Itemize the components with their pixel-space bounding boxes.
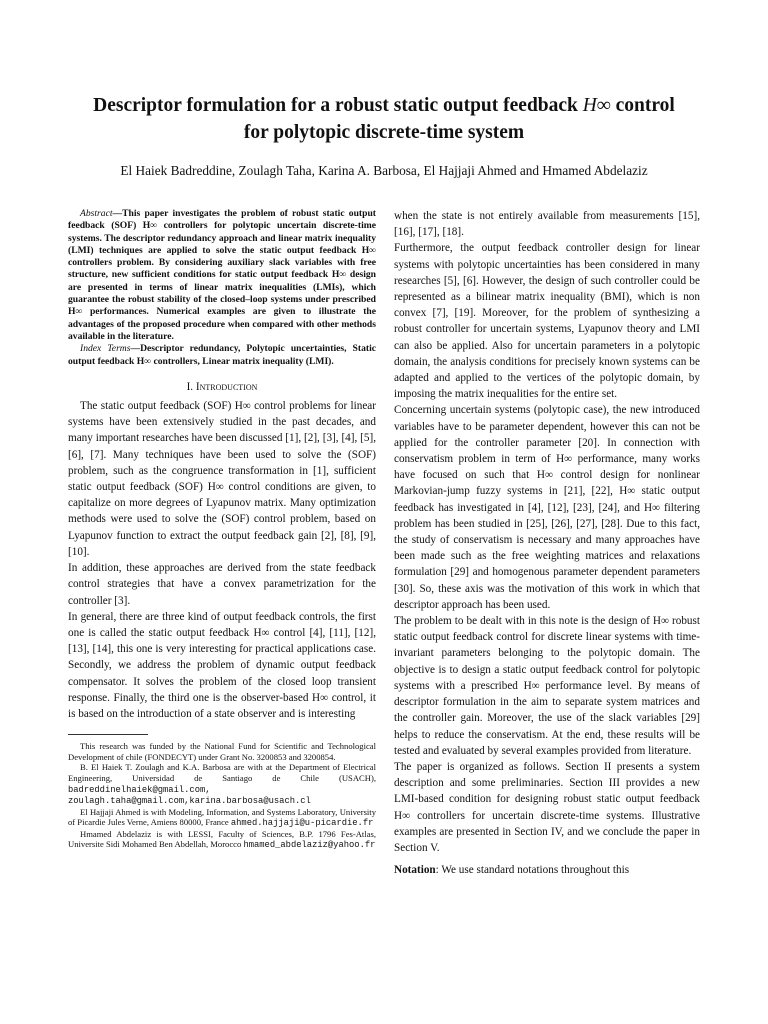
footnotes <box>68 741 376 851</box>
right-column <box>394 208 700 878</box>
notation-paragraph <box>394 862 700 878</box>
index-terms-label: Index Terms <box>80 343 131 355</box>
email-link-1[interactable]: badreddinelhaiek@gmail.com, <box>68 784 211 795</box>
affiliation-2-text: El Hajjaji Ahmed is with Modeling, Information, and Systems Laboratory, University of Picardie Jules Verne, Amiens 80000, France <box>68 806 376 828</box>
index-terms-dash: — <box>130 343 141 355</box>
right-paragraph-2: Furthermore, the output feedback controller design for linear systems with polytopic uncertainties has been considered in many researches [5], [6]. However, the design of such controller could be represented as a bilinear matrix inequality (BMI), which is non convex [7], [19]. Moreover, for the problem of synthesizing a robust controller for uncertain systems, Lyapunov theory and LMI can also be applied. Also for uncertain parameters in a polytopic domain, the analysis conditions for precisely known systems can be adapted and applied to the vertices of the polytopic domain, by imposing the matrix inequalities for the entire set. <box>394 242 700 401</box>
abstract-text: This paper investigates the problem of robust static output feedback (SOF) H∞ controllers for polytopic uncertain discrete-time systems. The descriptor redundancy approach and linear matrix inequality (LMI) techniques are applied to solve the static output feedback H∞ controllers problem. By considering auxiliary slack variables with free structure, new sufficient conditions for static output feedback H∞ design are presented in terms of linear matrix inequalities (LMIs), which guarantee the robust stability of the closed–loop systems under prescribed H∞ performances. Numerical examples are given to illustrate the advantages of the proposed procedure when compared with other methods available in the literature. <box>68 208 376 342</box>
intro-paragraph-2: In addition, these approaches are derived from the state feedback control strategies that have a convex parametrization for the controller [3]. <box>68 562 376 607</box>
email-link-3[interactable]: ahmed.hajjaji@u-picardie.fr <box>230 818 374 829</box>
footnote-affiliation-1 <box>68 762 376 806</box>
abstract-label: Abstract <box>80 208 113 219</box>
title-line2: for polytopic discrete-time system <box>243 122 525 143</box>
title-line1b: control <box>615 95 675 116</box>
affiliation-1-text: B. El Haiek T. Zoulagh and K.A. Barbosa are with at the Department of Electrical Engineering, Universidad de Santiago de Chile (USACH), <box>68 762 376 783</box>
right-paragraph-3: Concerning uncertain systems (polytopic case), the new introduced variables have to be parameter dependent, however this can not be applied for the controller parameter [20]. In connection with conservatism problem in term of H∞ performance, many works have focused on such that H∞ control design for nonlinear Markovian-jump fuzzy systems in [21], [22], H∞ static output feedback has investigated in [4], [12], [23], [24], and H∞ filtering problem has been studied in [25], [26], [27], [28]. Due to this fact, the study of conservatism is necessary and many approaches have been made such as the free weighting matrices and relaxations formulation [29] and homogenous parameter dependent parameters [30]. So, these axis was the motivation of this work in which that descriptor approach has been used. <box>394 404 700 611</box>
section-number: I. <box>186 380 194 393</box>
index-terms <box>68 343 376 368</box>
paper-title <box>40 92 728 146</box>
section-name: Introduction <box>195 380 258 393</box>
abstract-dash: — <box>112 208 123 219</box>
footnote-divider <box>68 734 148 735</box>
email-link-4[interactable]: hmamed_abdelaziz@yahoo.fr <box>243 840 376 851</box>
footnote-funding: This research was funded by the National Fund for Scientific and Technological Development of chile (FONDECYT) under Grant No. 3200853 and 3200854. <box>68 741 376 762</box>
email-link-2[interactable]: zoulagh.taha@gmail.com,karina.barbosa@usach.cl <box>68 796 311 807</box>
author-list: El Haiek Badreddine, Zoulagh Taha, Karina A. Barbosa, El Hajjaji Ahmed and Hmamed Abdelaziz <box>120 163 648 178</box>
index-terms-text: Descriptor redundancy, Polytopic uncertainties, Static output feedback H∞ controllers, Linear matrix inequality (LMI). <box>68 343 377 367</box>
right-paragraph-1: when the state is not entirely available from measurements [15], [16], [17], [18]. <box>394 210 700 239</box>
footnote-affiliation-2 <box>68 807 376 829</box>
affiliation-3-text: Hmamed Abdelaziz is with LESSI, Faculty of Sciences, B.P. 1796 Fes-Atlas, Universite Sidi Mohamed Ben Abdellah, Morocco <box>68 828 376 850</box>
intro-paragraph-3: In general, there are three kind of output feedback controls, the first one is called the static output feedback H∞ control [4], [11], [12], [13], [14], this one is very interesting for practical applications case. Secondly, we address the problem of dynamic output feedback compensator. It solves the problem of the closed loop transient response. Finally, the third one is the observer-based H∞ control, it is based on the introduction of a state observer and is interesting <box>68 610 376 720</box>
right-paragraph-5: The paper is organized as follows. Section II presents a system description and some preliminaries. Section III provides a new LMI-based condition for designing robust static output feedback H∞ controllers for uncertain discrete-time systems. Illustrative examples are presented in Section IV, and we conclude the paper in Section V. <box>394 760 700 854</box>
intro-paragraph-1: The static output feedback (SOF) H∞ control problems for linear systems have been extensively studied in the past decades, and many important researches have been discussed [1], [2], [3], [4], [5], [6], [7]. Many techniques have been used to solve the (SOF) problem, such as the congruence transformation in [1], sufficient static output feedback (SOF) H∞ control conditions are given, to capitalize on more degrees of Lyapunov matrix. Many optimization methods were used to solve the (SOF) control problem, based on Lyapunov function to extract the output feedback gain [2], [8], [9], [10]. <box>68 400 376 558</box>
right-paragraph-4: The problem to be dealt with in this note is the design of H∞ robust static output feedback control for discrete linear systems with time-invariant parameters belonging to the polytopic domain. The objective is to design a static output feedback control for polytopic systems with a prescribed H∞ performance level. By means of descriptor formulation in the aim to separate system matrices and the controller gain. Moreover, the use of the slack variables [29] helps to reduce the conservatism. At the end, these results will be tested and evaluated by several examples provided from literature. <box>394 615 700 757</box>
notation-text: : We use standard notations throughout this <box>435 864 630 877</box>
section-heading-introduction <box>68 379 376 395</box>
title-hinf: H∞ <box>582 95 611 116</box>
abstract <box>68 208 376 343</box>
left-column <box>68 208 376 851</box>
title-line1: Descriptor formulation for a robust static output feedback <box>93 95 578 116</box>
notation-label: Notation <box>394 864 436 877</box>
footnote-affiliation-3 <box>68 829 376 851</box>
